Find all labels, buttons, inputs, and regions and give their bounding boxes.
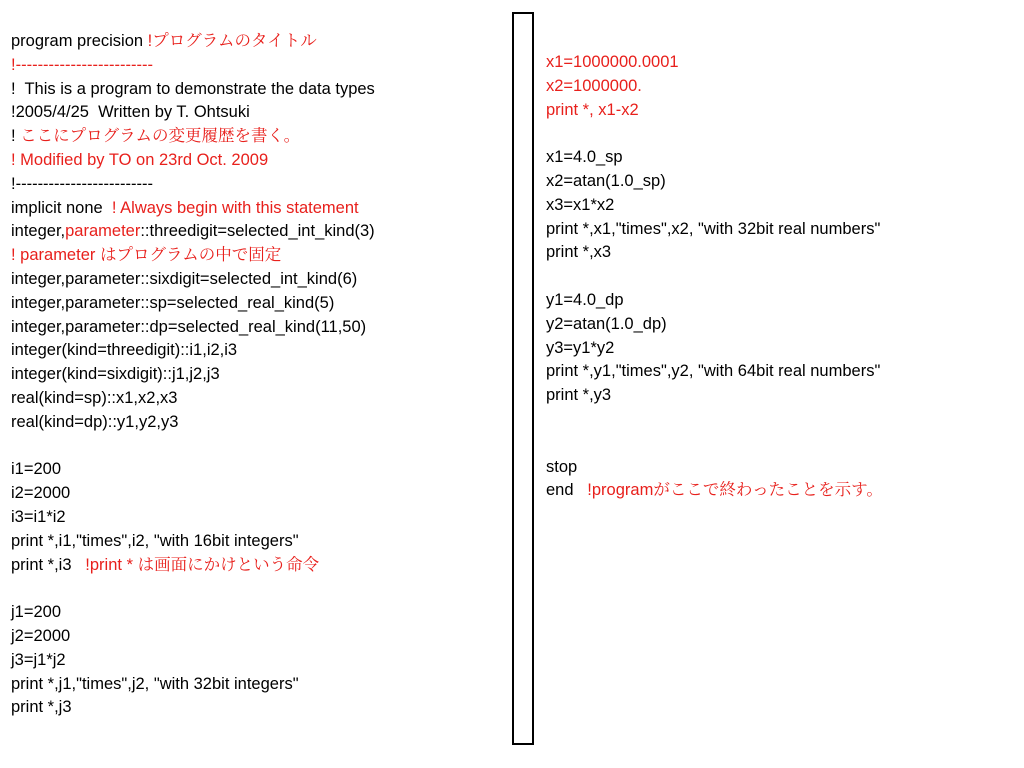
code-line bbox=[11, 197, 501, 221]
code-segment: integer,parameter::dp=selected_real_kind(11,50) bbox=[11, 317, 367, 336]
code-line bbox=[11, 696, 501, 720]
code-segment: end bbox=[546, 481, 588, 500]
code-line bbox=[11, 30, 501, 54]
code-segment: integer,parameter::sixdigit=selected_int_kind(6) bbox=[11, 269, 358, 288]
code-segment: implicit none bbox=[11, 198, 112, 217]
code-segment: y2=atan(1.0_dp) bbox=[546, 314, 667, 333]
code-line bbox=[546, 241, 1016, 265]
code-line bbox=[546, 75, 1016, 99]
code-comment-segment: print *, x1-x2 bbox=[546, 100, 639, 119]
code-line bbox=[11, 292, 501, 316]
code-segment: ! This is a program to demonstrate the data types bbox=[11, 79, 375, 98]
code-segment: integer(kind=sixdigit)::j1,j2,j3 bbox=[11, 365, 220, 384]
code-line bbox=[546, 218, 1016, 242]
code-line bbox=[11, 268, 501, 292]
code-comment-segment: x1=1000000.0001 bbox=[546, 53, 679, 71]
code-comment-segment: ! Modified by TO on 23rd Oct. 2009 bbox=[11, 150, 269, 169]
code-segment: print *,y3 bbox=[546, 386, 612, 405]
code-comment-segment: !プログラムのタイトル bbox=[147, 32, 317, 50]
code-line bbox=[11, 101, 501, 125]
code-line bbox=[11, 173, 501, 197]
code-line bbox=[11, 673, 501, 697]
code-segment: real(kind=sp)::x1,x2,x3 bbox=[11, 388, 178, 407]
code-line bbox=[546, 51, 1016, 75]
code-segment: program precision bbox=[11, 32, 148, 50]
code-line bbox=[546, 313, 1016, 337]
code-segment: x2=atan(1.0_sp) bbox=[546, 171, 666, 190]
code-segment: stop bbox=[546, 457, 578, 476]
code-segment: real(kind=dp)::y1,y2,y3 bbox=[11, 412, 179, 431]
column-divider-box bbox=[512, 12, 534, 745]
code-segment: integer,parameter::sp=selected_real_kind(5) bbox=[11, 293, 335, 312]
code-segment: print *,j3 bbox=[11, 698, 72, 717]
code-line bbox=[546, 146, 1016, 170]
code-line bbox=[11, 625, 501, 649]
code-line bbox=[546, 337, 1016, 361]
left-code-column bbox=[11, 30, 501, 720]
code-segment: i3=i1*i2 bbox=[11, 507, 66, 526]
code-comment-segment: ! Always begin with this statement bbox=[111, 198, 359, 217]
code-segment: print *,y1,"times",y2, "with 64bit real numbers" bbox=[546, 362, 881, 381]
code-line bbox=[11, 649, 501, 673]
code-line bbox=[11, 78, 501, 102]
code-line bbox=[546, 360, 1016, 384]
code-segment: print *,i3 bbox=[11, 555, 86, 574]
code-line bbox=[546, 122, 1016, 146]
code-line bbox=[546, 432, 1016, 456]
code-line bbox=[546, 289, 1016, 313]
code-segment: print *,x3 bbox=[546, 243, 612, 262]
code-segment: i2=2000 bbox=[11, 484, 71, 503]
code-line bbox=[546, 384, 1016, 408]
code-line bbox=[546, 408, 1016, 432]
code-segment: integer(kind=threedigit)::i1,i2,i3 bbox=[11, 341, 238, 360]
code-line bbox=[11, 54, 501, 78]
code-line bbox=[11, 577, 501, 601]
code-segment: print *,j1,"times",j2, "with 32bit integers" bbox=[11, 674, 299, 693]
code-comment-segment: ! parameter はプログラムの中で固定 bbox=[11, 246, 282, 265]
code-comment-segment: x2=1000000. bbox=[546, 76, 642, 95]
code-comment-segment: !programがここで終わったことを示す。 bbox=[587, 481, 883, 500]
code-line bbox=[11, 554, 501, 578]
code-line bbox=[546, 456, 1016, 480]
code-segment: j1=200 bbox=[11, 603, 62, 622]
code-line bbox=[546, 170, 1016, 194]
code-segment: print *,i1,"times",i2, "with 16bit integers" bbox=[11, 531, 299, 550]
code-line bbox=[11, 435, 501, 459]
code-line bbox=[11, 149, 501, 173]
code-segment: j2=2000 bbox=[11, 626, 71, 645]
code-segment: x1=4.0_sp bbox=[546, 148, 623, 167]
code-line bbox=[546, 265, 1016, 289]
code-comment-segment: parameter bbox=[65, 222, 141, 241]
code-line bbox=[11, 506, 501, 530]
code-segment: y1=4.0_dp bbox=[546, 290, 624, 309]
code-segment: !2005/4/25 Written by T. Ohtsuki bbox=[11, 103, 250, 122]
code-segment: i1=200 bbox=[11, 460, 62, 479]
code-segment: print *,x1,"times",x2, "with 32bit real numbers" bbox=[546, 219, 881, 238]
code-line bbox=[11, 363, 501, 387]
code-segment: integer, bbox=[11, 222, 66, 241]
code-line bbox=[11, 339, 501, 363]
code-line bbox=[11, 125, 501, 149]
code-comment-segment: !print * は画面にかけという命令 bbox=[85, 555, 320, 574]
code-segment: x3=x1*x2 bbox=[546, 195, 615, 214]
code-line bbox=[546, 99, 1016, 123]
code-segment: j3=j1*j2 bbox=[11, 650, 66, 669]
code-line bbox=[11, 482, 501, 506]
code-line bbox=[546, 194, 1016, 218]
code-line bbox=[11, 220, 501, 244]
code-line bbox=[11, 244, 501, 268]
code-line bbox=[11, 411, 501, 435]
code-comment-segment: ここにプログラムの変更履歴を書く。 bbox=[20, 127, 301, 146]
code-segment: ! bbox=[11, 127, 21, 146]
code-line bbox=[11, 530, 501, 554]
code-segment: !------------------------- bbox=[11, 174, 153, 193]
right-code-column bbox=[546, 51, 1016, 503]
code-comment-segment: !------------------------- bbox=[11, 55, 153, 74]
code-line bbox=[11, 387, 501, 411]
code-line bbox=[11, 458, 501, 482]
code-segment: y3=y1*y2 bbox=[546, 338, 615, 357]
code-line bbox=[11, 601, 501, 625]
code-line bbox=[11, 316, 501, 340]
code-segment: ::threedigit=selected_int_kind(3) bbox=[140, 222, 375, 241]
code-line bbox=[546, 479, 1016, 503]
